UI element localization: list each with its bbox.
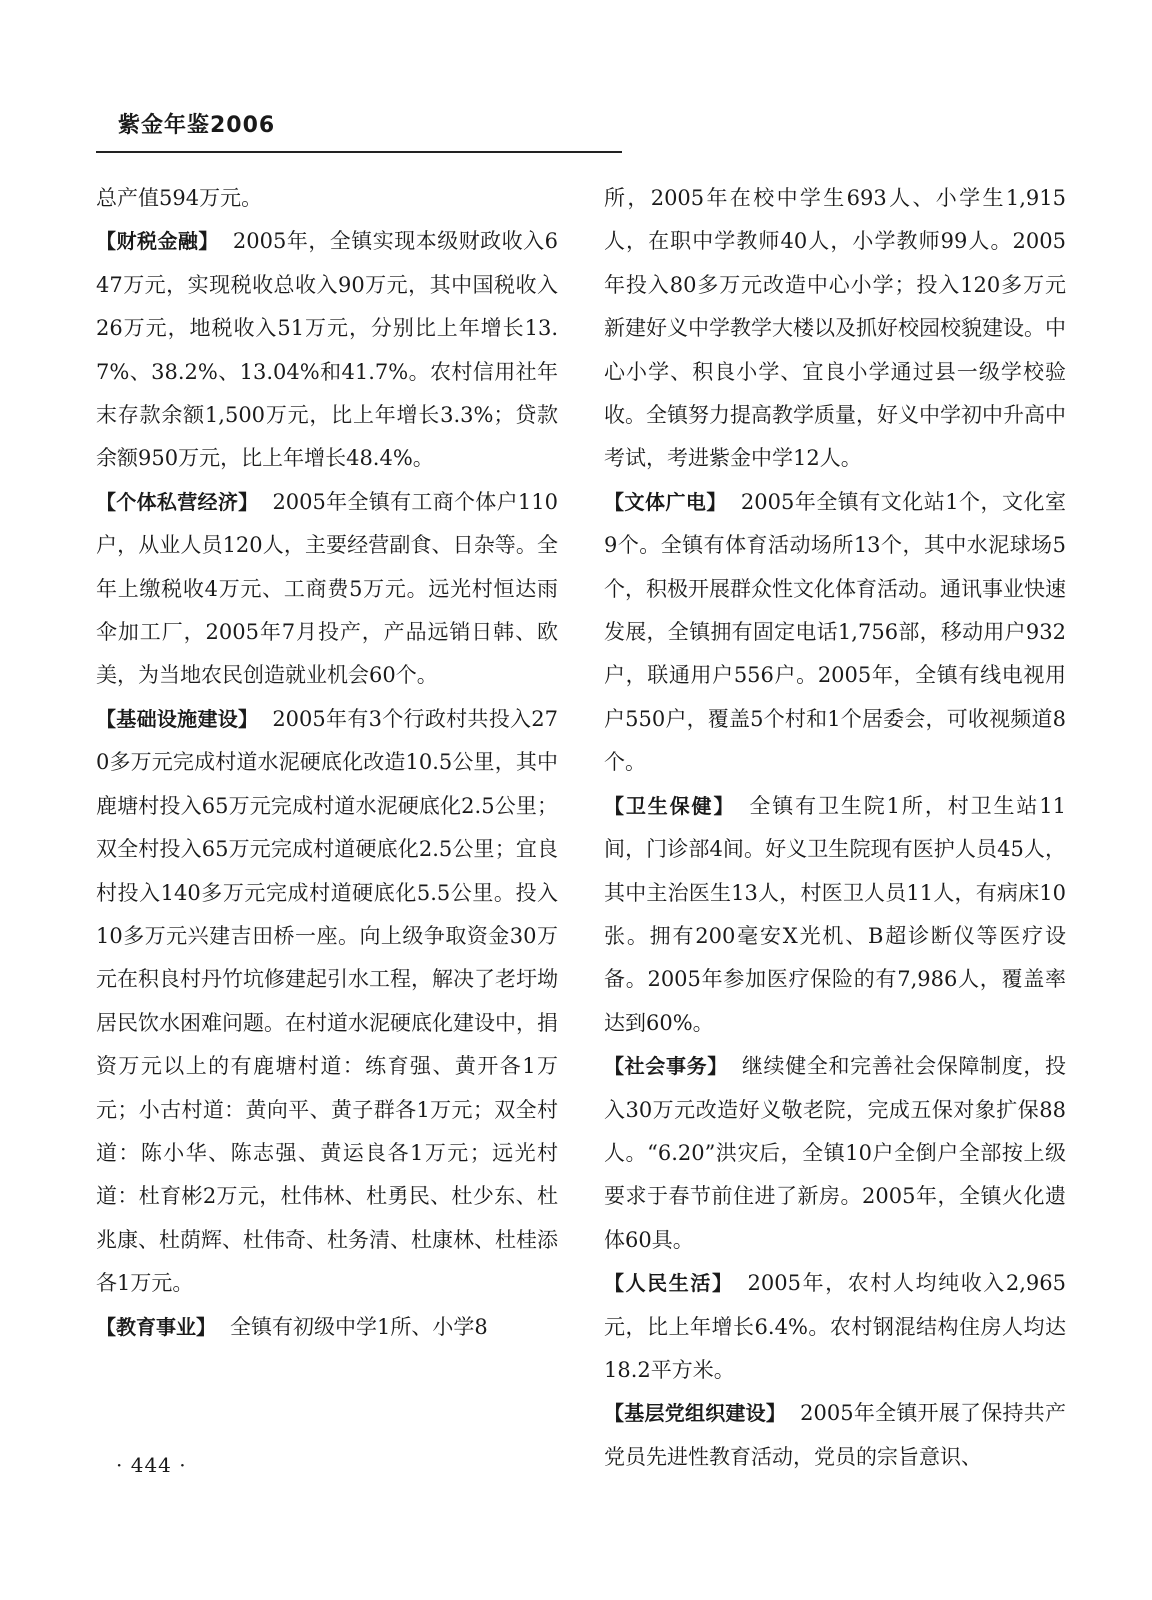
section-text: 2005年有3个行政村共投入270多万元完成村道水泥硬底化改造10.5公里，其中鹿塘村投入65万元完成村道水泥硬底化2.5公里；双全村投入65万元完成村道硬底化2.5公里；宜良村投入140多万元完成村道硬底化5.5公里。投入10多万元兴建吉田桥一座。向上级争取资金30万元在积良村丹竹坑修建起引水工程，解决了老圩坳居民饮水困难问题。在村道水泥硬底化建设中，捐资万元以上的有鹿塘村道：练育强、黄开各1万元；小古村道：黄向平、黄子群各1万元；双全村道：陈小华、陈志强、黄运良各1万元；远光村道：杜育彬2万元，杜伟林、杜勇民、杜少东、杜兆康、杜荫辉、杜伟奇、杜务清、杜康林、杜桂添各1万元。	[96, 706, 559, 1296]
section-heading: 【文体广电】	[604, 489, 727, 514]
page-number: · 444 ·	[116, 1453, 187, 1477]
section-heading: 【财税金融】	[96, 229, 219, 254]
section-finance	[96, 220, 558, 480]
section-heading: 【个体私营经济】	[96, 489, 259, 514]
section-text: 2005年全镇有工商个体户110户，从业人员120人，主要经营副食、日杂等。全年上缴税收4万元、工商费5万元。远光村恒达雨伞加工厂，2005年7月投产，产品远销日韩、欧美，为当地农民创造就业机会60个。	[96, 489, 559, 688]
right-intro: 所，2005年在校中学生693人、小学生1,915人，在职中学教师40人，小学教师99人。2005年投入80多万元改造中心小学；投入120多万元新建好义中学教学大楼以及抓好校园校貌建设。中心小学、积良小学、宜良小学通过县一级学校验收。全镇努力提高教学质量，好义中学初中升高中考试，考进紫金中学12人。	[604, 186, 1066, 471]
section-heading: 【卫生保健】	[604, 793, 736, 818]
right-column	[604, 177, 1066, 1479]
section-living	[604, 1262, 1066, 1392]
section-text: 全镇有初级中学1所、小学8	[230, 1314, 488, 1339]
section-infrastructure	[96, 698, 558, 1306]
section-heading: 【教育事业】	[96, 1314, 216, 1339]
header-rule	[96, 151, 622, 153]
section-heading: 【社会事务】	[604, 1054, 728, 1079]
section-text: 2005年，全镇实现本级财政收入647万元，实现税收总收入90万元，其中国税收入26万元，地税收入51万元，分别比上年增长13.7%、38.2%、13.04%和41.7%。农村信用社年末存款余额1,500万元，比上年增长3.3%；贷款余额950万元，比上年增长48.4%。	[96, 229, 558, 471]
section-heading: 【基层党组织建设】	[604, 1401, 787, 1426]
section-heading: 【人民生活】	[604, 1271, 734, 1296]
page-header-title: 紫金年鉴2006	[118, 113, 276, 138]
section-text: 2005年，农村人均纯收入2,965元，比上年增长6.4%。农村钢混结构住房人均达18.2平方米。	[604, 1271, 1067, 1382]
section-text: 2005年全镇有文化站1个，文化室9个。全镇有体育活动场所13个，其中水泥球场5个，积极开展群众性文化体育活动。通讯事业快速发展，全镇拥有固定电话1,756部，移动用户932户，联通用户556户。2005年，全镇有线电视用户550户，覆盖5个村和1个居委会，可收视频道8个。	[604, 489, 1066, 775]
left-column	[96, 177, 558, 1349]
left-intro: 总产值594万元。	[96, 186, 263, 210]
section-private-economy	[96, 481, 558, 698]
section-party-building	[604, 1392, 1066, 1479]
section-text: 全镇有卫生院1所，村卫生站11间，门诊部4间。好义卫生院现有医护人员45人，其中主治医生13人，村医卫人员11人，有病床10张。拥有200毫安X光机、B超诊断仪等医疗设备。2005年参加医疗保险的有7,986人，覆盖率达到60%。	[604, 793, 1066, 1035]
section-heading: 【基础设施建设】	[96, 706, 259, 731]
section-text: 2005年全镇开展了保持共产党员先进性教育活动，党员的宗旨意识、	[604, 1401, 1066, 1469]
section-text: 继续健全和完善社会保障制度，投入30万元改造好义敬老院，完成五保对象扩保88人。“6.20”洪灾后，全镇10户全倒户全部按上级要求于春节前住进了新房。2005年，全镇火化遗体60具。	[604, 1054, 1067, 1252]
section-social-affairs	[604, 1045, 1066, 1262]
section-culture-media	[604, 481, 1066, 785]
section-education	[96, 1306, 558, 1349]
section-health	[604, 785, 1066, 1045]
